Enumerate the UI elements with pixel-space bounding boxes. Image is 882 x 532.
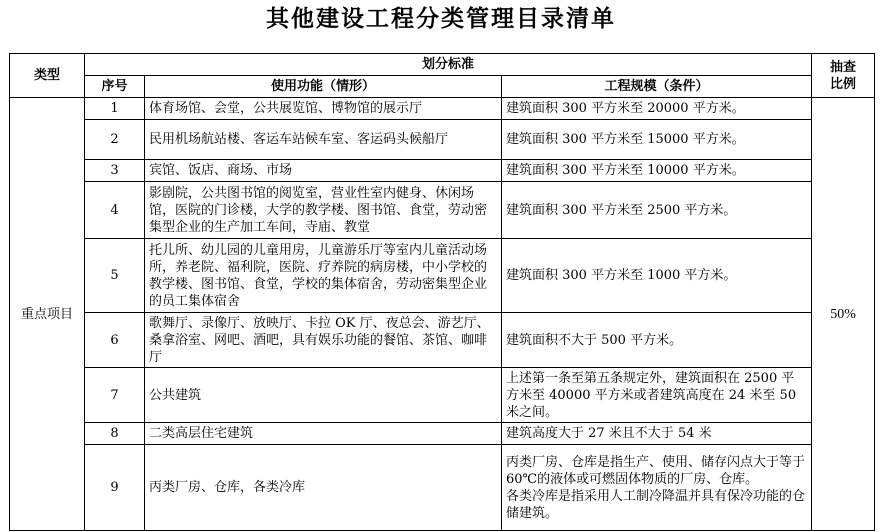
table-row [10, 120, 875, 160]
row-number: 8 [85, 423, 145, 445]
header-type: 类型 [10, 54, 85, 98]
table-row [10, 313, 875, 368]
row-function: 托儿所、幼儿园的儿童用房，儿童游乐厅等室内儿童活动场所，养老院、福利院，医院、疗养院的病房楼，中小学校的教学楼、图书馆、食堂，学校的集体宿舍，劳动密集型企业的员工集体宿舍 [145, 239, 502, 313]
row-number: 1 [85, 98, 145, 120]
row-function: 宾馆、饭店、商场、市场 [145, 160, 502, 182]
table-row [10, 160, 875, 182]
row-scale: 建筑面积 300 平方米至 15000 平方米。 [502, 120, 812, 160]
header-function: 使用功能（情形） [145, 76, 502, 98]
row-scale-line: 各类冷库是指采用人工制冷降温并具有保冷功能的仓储建筑。 [506, 488, 806, 521]
row-scale: 建筑面积不大于 500 平方米。 [502, 313, 812, 368]
header-ratio [812, 54, 875, 98]
row-number: 4 [85, 182, 145, 239]
row-function: 歌舞厅、录像厅、放映厅、卡拉 OK 厅、夜总会、游艺厅、桑拿浴室、网吧、酒吧，具有娱乐功能的餐馆、茶馆、咖啡厅 [145, 313, 502, 368]
row-number: 9 [85, 445, 145, 531]
header-criteria: 划分标准 [85, 54, 812, 76]
table-row [10, 98, 875, 120]
category-cell: 重点项目 [10, 98, 85, 531]
header-ratio-line1: 抽查 [830, 59, 857, 75]
row-function: 民用机场航站楼、客运车站候车室、客运码头候船厅 [145, 120, 502, 160]
row-scale: 建筑面积 300 平方米至 20000 平方米。 [502, 98, 812, 120]
row-scale: 建筑面积 300 平方米至 10000 平方米。 [502, 160, 812, 182]
row-number: 6 [85, 313, 145, 368]
header-ratio-line2: 比例 [830, 76, 857, 92]
page-title: 其他建设工程分类管理目录清单 [266, 6, 616, 32]
table-row [10, 445, 875, 531]
row-scale: 建筑面积 300 平方米至 1000 平方米。 [502, 239, 812, 313]
row-scale: 建筑高度大于 27 米且不大于 54 米 [502, 423, 812, 445]
row-scale: 上述第一条至第五条规定外，建筑面积在 2500 平方米至 40000 平方米或者建筑高度在 24 米至 50 米之间。 [502, 368, 812, 423]
row-number: 3 [85, 160, 145, 182]
row-function: 公共建筑 [145, 368, 502, 423]
row-scale [502, 445, 812, 531]
row-number: 5 [85, 239, 145, 313]
header-seq: 序号 [85, 76, 145, 98]
ratio-cell: 50% [812, 98, 875, 531]
table-row [10, 239, 875, 313]
row-scale: 建筑面积 300 平方米至 2500 平方米。 [502, 182, 812, 239]
table-row [10, 182, 875, 239]
header-scale: 工程规模（条件） [502, 76, 812, 98]
row-scale-line: 丙类厂房、仓库是指生产、使用、储存闪点大于等于 60℃的液体或可燃固体物质的厂房、仓库。 [506, 454, 806, 487]
table-row [10, 423, 875, 445]
row-function: 影剧院，公共图书馆的阅览室，营业性室内健身、休闲场馆，医院的门诊楼，大学的教学楼、图书馆、食堂，劳动密集型企业的生产加工车间，寺庙、教堂 [145, 182, 502, 239]
row-number: 2 [85, 120, 145, 160]
table-row [10, 368, 875, 423]
row-function: 体育场馆、会堂，公共展览馆、博物馆的展示厅 [145, 98, 502, 120]
category-table [9, 53, 875, 531]
row-function: 二类高层住宅建筑 [145, 423, 502, 445]
row-number: 7 [85, 368, 145, 423]
row-function: 丙类厂房、仓库，各类冷库 [145, 445, 502, 531]
